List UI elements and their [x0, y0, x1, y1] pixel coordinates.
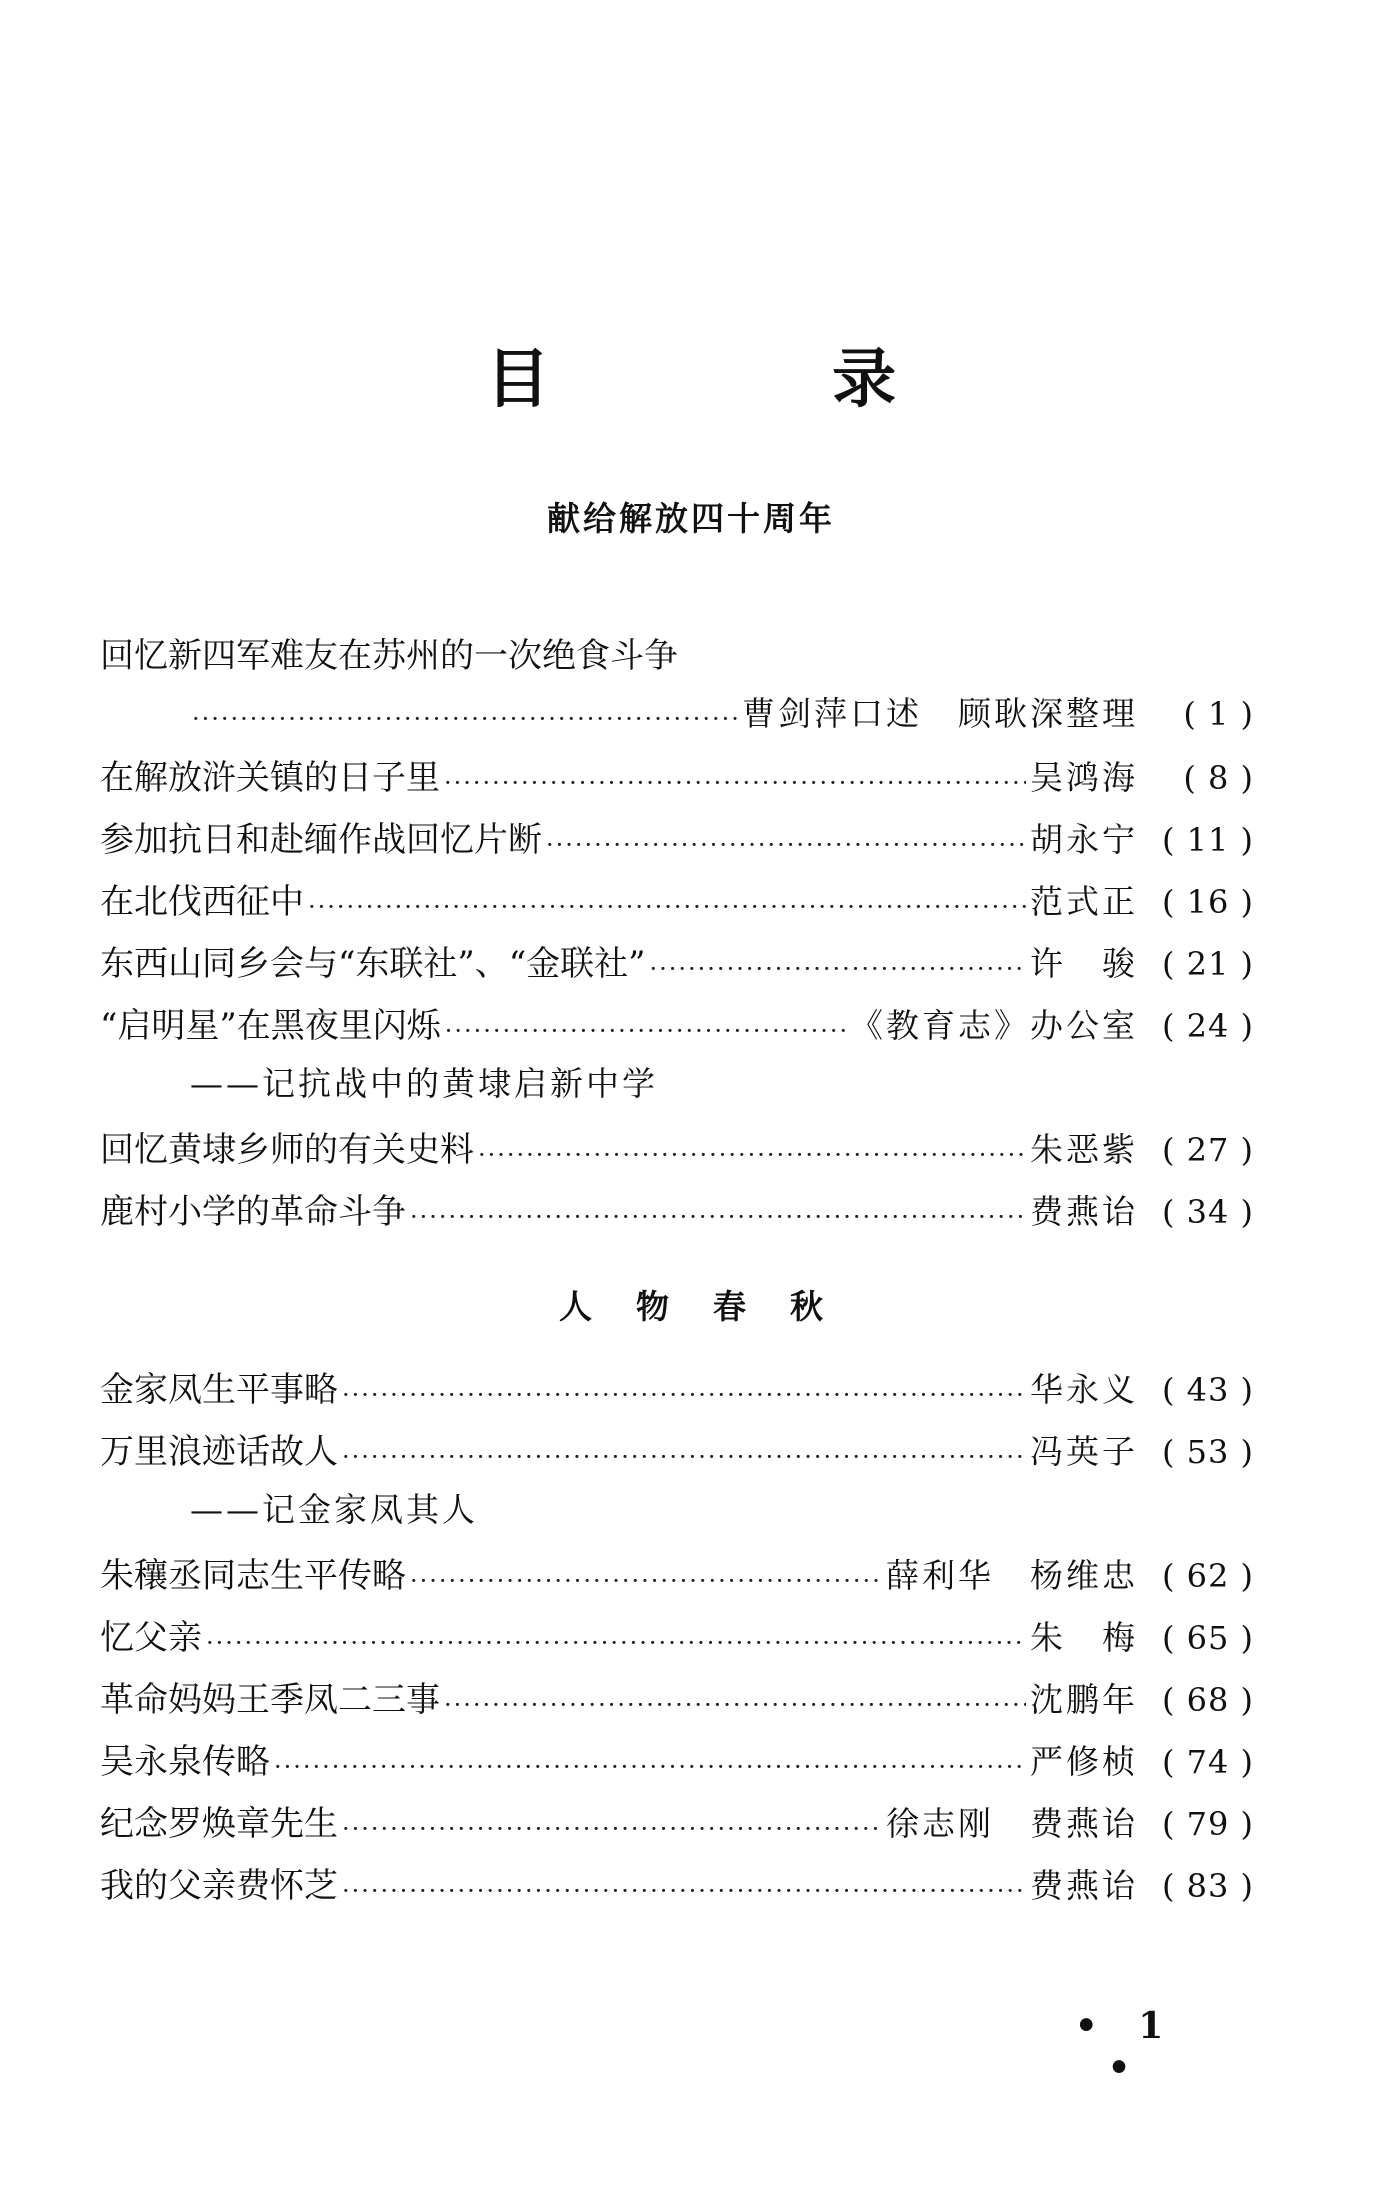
toc-entry-title: 鹿村小学的革命斗争 — [100, 1192, 406, 1232]
toc-entry-author: 曹剑萍口述 顾耿深整理 — [742, 694, 1138, 733]
toc-entry-subtitle: ——记抗战中的黄埭启新中学 — [190, 1064, 658, 1103]
leader-dots — [410, 1200, 1026, 1234]
toc-entry-page: ( 83 ) — [1161, 1867, 1254, 1905]
toc-entry-title: 纪念罗焕章先生 — [100, 1804, 338, 1844]
toc-entry[interactable] — [100, 1124, 1254, 1172]
leader-dots — [478, 1138, 1026, 1172]
toc-entry-page: ( 74 ) — [1161, 1743, 1254, 1781]
leader-dots — [274, 1750, 1026, 1784]
toc-entry-author: 朱恶紫 — [1030, 1130, 1138, 1169]
toc-entry-page: ( 65 ) — [1161, 1619, 1254, 1657]
toc-entry[interactable] — [100, 1736, 1254, 1784]
leader-dots — [444, 766, 1026, 800]
toc-entry[interactable] — [100, 1426, 1254, 1474]
toc-entry-page: ( 21 ) — [1161, 945, 1254, 983]
toc-entry-title: 东西山同乡会与“东联社”、“金联社” — [100, 944, 646, 984]
toc-entry-title: 朱穰丞同志生平传略 — [100, 1556, 406, 1596]
toc-entry[interactable] — [100, 1364, 1254, 1412]
toc-entry-author: 胡永宁 — [1030, 820, 1138, 859]
leader-dots — [445, 1014, 846, 1048]
toc-entry-author: 《教育志》办公室 — [850, 1006, 1138, 1045]
toc-entry-author: 许 骏 — [1030, 944, 1138, 983]
toc-entry-author: 冯英子 — [1030, 1432, 1138, 1471]
toc-entry[interactable] — [100, 1612, 1254, 1660]
toc-entry-author: 严修桢 — [1030, 1742, 1138, 1781]
toc-entry-title: 在北伐西征中 — [100, 882, 304, 922]
toc-entry-page: ( 27 ) — [1161, 1131, 1254, 1169]
toc-entry-author: 费燕诒 — [1030, 1866, 1138, 1905]
toc-entry-page: ( 79 ) — [1161, 1805, 1254, 1843]
toc-entry-title: 忆父亲 — [100, 1618, 202, 1658]
toc-entry-title: “启明星”在黑夜里闪烁 — [100, 1006, 441, 1046]
leader-dots — [342, 1378, 1026, 1412]
toc-entry-subtitle: ——记金家凤其人 — [190, 1490, 478, 1529]
toc-entry-author: 费燕诒 — [1030, 1192, 1138, 1231]
toc-entry-title: 革命妈妈王季凤二三事 — [100, 1680, 440, 1720]
leader-dots — [342, 1874, 1026, 1908]
toc-entry-title: 金家凤生平事略 — [100, 1370, 338, 1410]
toc-entry-page: ( 8 ) — [1183, 759, 1254, 797]
toc-entry-page: ( 1 ) — [1183, 695, 1254, 733]
toc-entry-title: 回忆新四军难友在苏州的一次绝食斗争 — [100, 636, 678, 676]
page-title: 目 录 — [485, 342, 1027, 417]
toc-entry-title: 万里浪迹话故人 — [100, 1432, 338, 1472]
toc-entry-author: 沈鹏年 — [1030, 1680, 1138, 1719]
toc-entry[interactable] — [100, 1860, 1254, 1908]
toc-entry-page: ( 62 ) — [1161, 1557, 1254, 1595]
page-number: • 1 • — [1074, 2005, 1178, 2089]
toc-entry-title: 在解放浒关镇的日子里 — [100, 758, 440, 798]
toc-entry-title: 参加抗日和赴缅作战回忆片断 — [100, 820, 542, 860]
toc-entry-title: 回忆黄埭乡师的有关史料 — [100, 1130, 474, 1170]
toc-entry-page: ( 43 ) — [1161, 1371, 1254, 1409]
toc-entry[interactable] — [100, 1674, 1254, 1722]
toc-entry-author: 范式正 — [1030, 882, 1138, 921]
toc-entry-page: ( 34 ) — [1161, 1193, 1254, 1231]
toc-entry[interactable] — [100, 876, 1254, 924]
leader-dots — [206, 1626, 1026, 1660]
toc-entry-page: ( 53 ) — [1161, 1433, 1254, 1471]
section-heading: 人物春秋 — [559, 1287, 867, 1326]
toc-entry-author: 薛利华 杨维忠 — [886, 1556, 1138, 1595]
toc-entry-title: 我的父亲费怀芝 — [100, 1866, 338, 1906]
toc-entry-author: 吴鸿海 — [1030, 758, 1138, 797]
leader-dots — [546, 828, 1026, 862]
toc-entry[interactable] — [100, 1186, 1254, 1234]
leader-dots — [650, 952, 1026, 986]
toc-entry[interactable] — [100, 1550, 1254, 1598]
leader-dots — [444, 1688, 1026, 1722]
toc-entry-title: 吴永泉传略 — [100, 1742, 270, 1782]
toc-entry-author: 华永义 — [1030, 1370, 1138, 1409]
toc-entry[interactable] — [100, 814, 1254, 862]
toc-entry[interactable] — [100, 1798, 1254, 1846]
toc-entry[interactable] — [100, 1000, 1254, 1048]
toc-entry[interactable] — [100, 938, 1254, 986]
toc-entry-page: ( 24 ) — [1161, 1007, 1254, 1045]
toc-entry-page: ( 11 ) — [1161, 821, 1254, 859]
toc-entry-title-only[interactable] — [100, 630, 1254, 678]
toc-entry-author: 朱 梅 — [1030, 1618, 1138, 1657]
toc-entry[interactable] — [100, 752, 1254, 800]
leader-dots — [192, 702, 738, 736]
toc-entry-page: ( 68 ) — [1161, 1681, 1254, 1719]
leader-dots — [308, 890, 1026, 924]
toc-entry-page: ( 16 ) — [1161, 883, 1254, 921]
leader-dots — [410, 1564, 882, 1598]
toc-entry-author: 徐志刚 费燕诒 — [886, 1804, 1138, 1843]
toc-entry-continuation[interactable] — [100, 688, 1254, 736]
leader-dots — [342, 1812, 882, 1846]
leader-dots — [342, 1440, 1026, 1474]
section-heading: 献给解放四十周年 — [547, 499, 835, 538]
